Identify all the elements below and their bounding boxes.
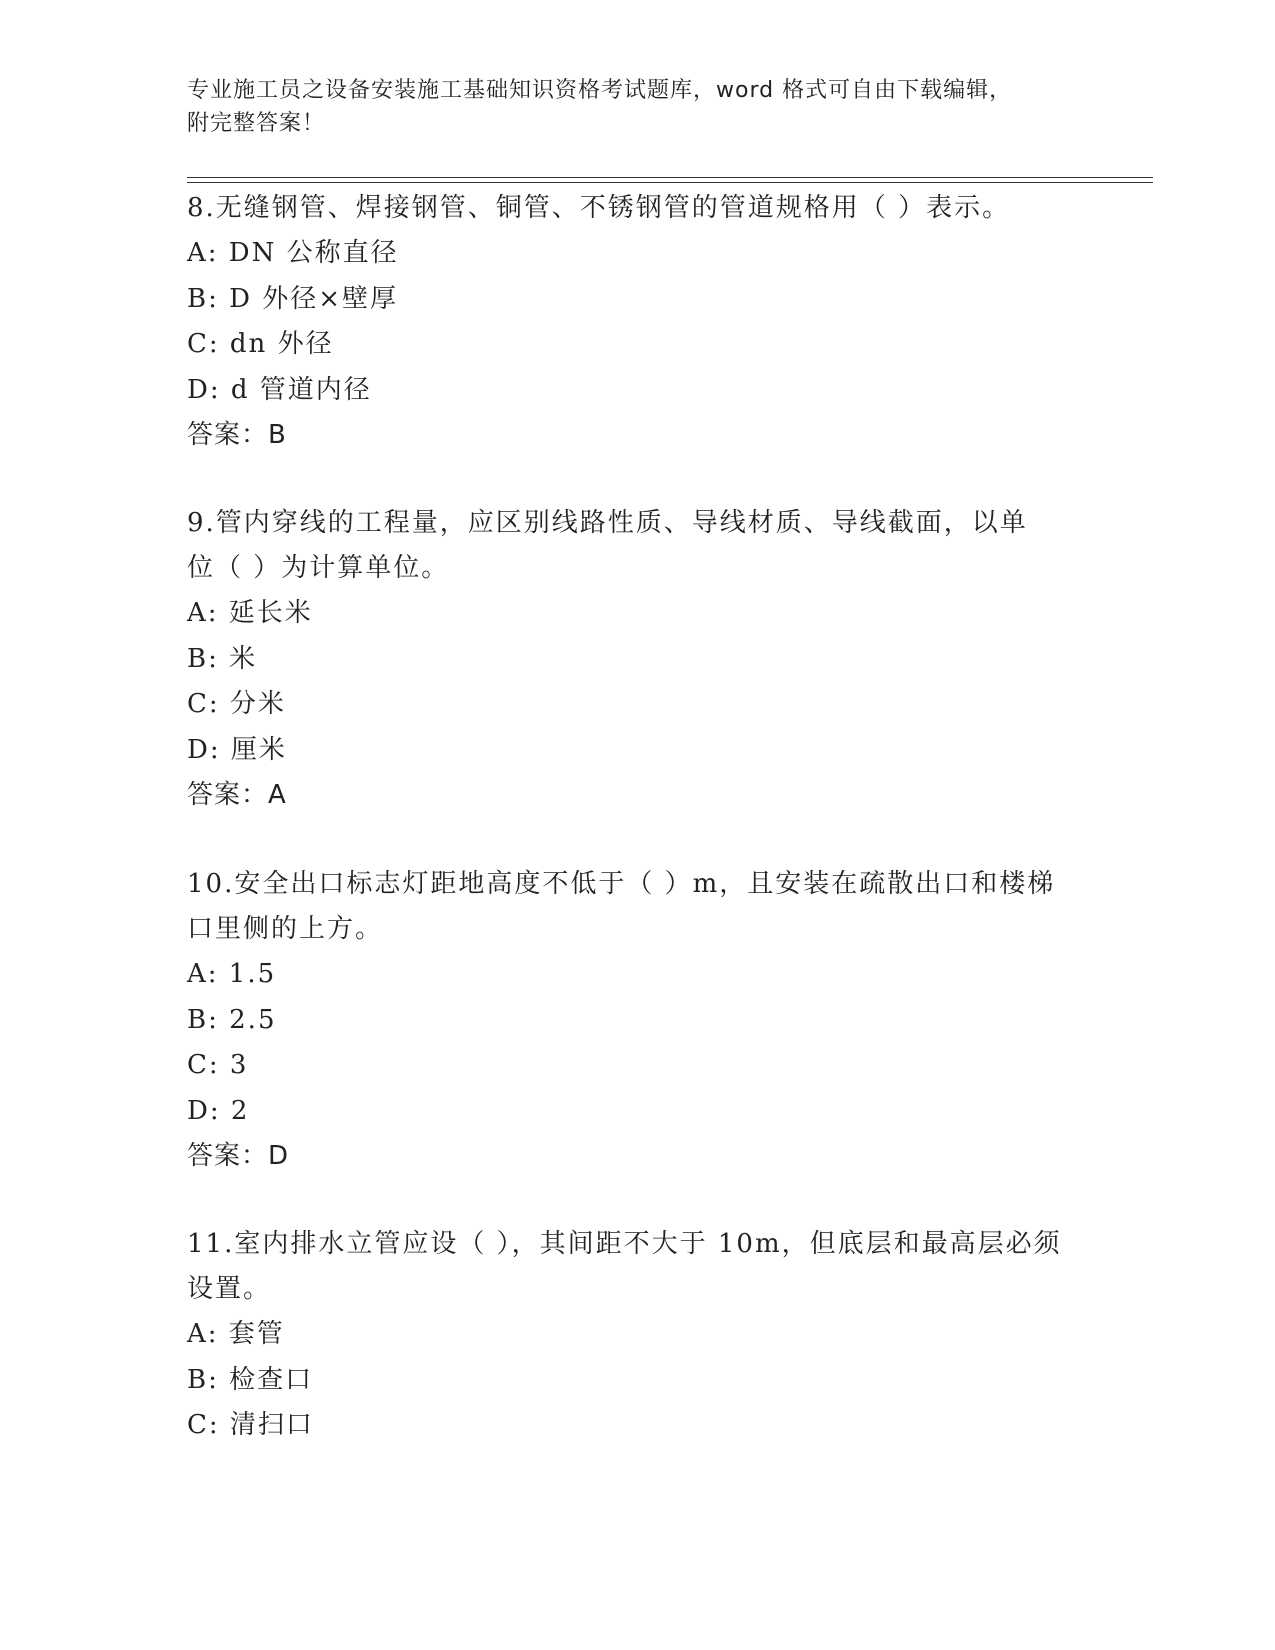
question-stem-line: 10.安全出口标志灯距地高度不低于（ ）m，且安装在疏散出口和楼梯 xyxy=(187,869,1056,899)
header-line-1: 专业施工员之设备安装施工基础知识资格考试题库，word 格式可自由下载编辑， xyxy=(187,78,1013,103)
option-a: A: 套管 xyxy=(187,1319,285,1349)
answer-label: 答案：A xyxy=(187,780,287,810)
document-header xyxy=(187,74,1067,140)
header-divider-top xyxy=(187,177,1153,178)
option-d: D: 2 xyxy=(187,1095,250,1126)
question-11 xyxy=(187,1222,1087,1449)
option-c: C: 清扫口 xyxy=(187,1410,314,1440)
option-a: A: DN 公称直径 xyxy=(187,238,399,268)
question-10 xyxy=(187,862,1087,1180)
question-9 xyxy=(187,501,1087,819)
option-a: A: 延长米 xyxy=(187,598,313,628)
question-stem-line: 口里侧的上方。 xyxy=(187,914,384,944)
option-c: C: 3 xyxy=(187,1050,249,1080)
option-b: B: D 外径×壁厚 xyxy=(187,283,399,314)
option-b: B: 2.5 xyxy=(187,1004,277,1035)
answer-label: 答案：D xyxy=(187,1141,290,1171)
option-c: C: dn 外径 xyxy=(187,329,334,359)
question-8 xyxy=(187,186,1087,459)
option-d: D: d 管道内径 xyxy=(187,374,372,405)
option-b: B: 米 xyxy=(187,643,258,674)
question-stem-line: 11.室内排水立管应设（ ），其间距不大于 10m，但底层和最高层必须 xyxy=(187,1229,1062,1259)
option-a: A: 1.5 xyxy=(187,959,277,989)
option-b: B: 检查口 xyxy=(187,1364,314,1395)
question-stem-line: 8.无缝钢管、焊接钢管、铜管、不锈钢管的管道规格用（ ）表示。 xyxy=(187,193,1011,223)
option-d: D: 厘米 xyxy=(187,734,287,765)
question-stem-line: 9.管内穿线的工程量，应区别线路性质、导线材质、导线截面，以单 xyxy=(187,508,1028,538)
header-divider-bottom xyxy=(187,182,1153,183)
option-c: C: 分米 xyxy=(187,689,286,719)
answer-label: 答案：B xyxy=(187,420,287,450)
question-stem-line: 设置。 xyxy=(187,1274,272,1304)
header-line-2: 附完整答案！ xyxy=(187,111,326,136)
question-stem-line: 位（ ）为计算单位。 xyxy=(187,553,450,583)
